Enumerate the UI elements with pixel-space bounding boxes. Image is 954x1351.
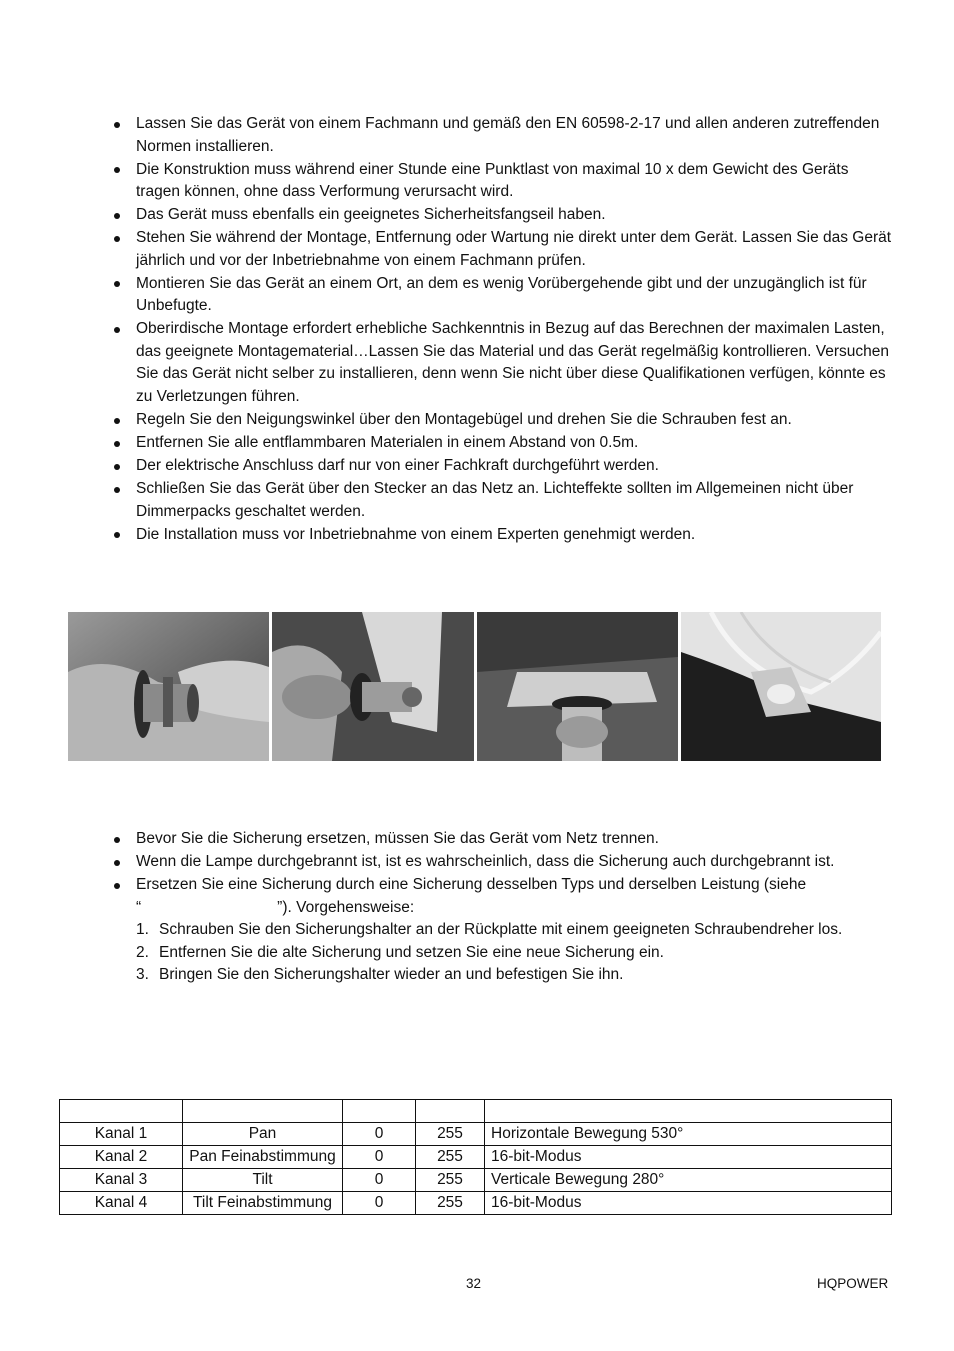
table-cell: Kanal 4 [60, 1192, 183, 1215]
bullet-icon [114, 883, 120, 889]
list-item: Entfernen Sie alle entflammbaren Materialen in einem Abstand von 0.5m. [112, 432, 892, 455]
brand-name: HQPOWER [817, 1276, 889, 1291]
photo-fastened-clip [681, 612, 881, 761]
list-item: Die Installation muss vor Inbetriebnahme von einem Experten genehmigt werden. [112, 524, 892, 547]
bullet-icon [114, 837, 120, 843]
bullet-icon [114, 532, 120, 538]
list-item: Wenn die Lampe durchgebrannt ist, ist es wahrscheinlich, dass die Sicherung auch durchgebrannt ist. [112, 851, 892, 874]
photo-bracket-mounted [477, 612, 678, 761]
list-item: Ersetzen Sie eine Sicherung durch eine Sicherung desselben Typs und derselben Leistung (siehe “ ”). Vorgehensweise: [112, 874, 892, 919]
bullet-icon [114, 860, 120, 866]
bullet-icon [114, 327, 120, 333]
list-item: Das Gerät muss ebenfalls ein geeignetes Sicherheitsfangseil haben. [112, 204, 892, 227]
list-item: Der elektrische Anschluss darf nur von einer Fachkraft durchgeführt werden. [112, 455, 892, 478]
photo-bolt-in-bracket [272, 612, 474, 761]
table-cell: 255 [416, 1169, 485, 1192]
list-item: Regeln Sie den Neigungswinkel über den Montagebügel und drehen Sie die Schrauben fest an. [112, 409, 892, 432]
table-cell [343, 1100, 416, 1123]
page-number: 32 [466, 1276, 482, 1291]
table-row [60, 1169, 892, 1192]
table-cell: 16-bit-Modus [485, 1146, 892, 1169]
table-cell [485, 1100, 892, 1123]
table-cell: Pan Feinabstimmung [183, 1146, 343, 1169]
table-cell [60, 1100, 183, 1123]
table-row [60, 1192, 892, 1215]
table-cell [183, 1100, 343, 1123]
bullet-icon [114, 213, 120, 219]
bullet-icon [114, 487, 120, 493]
table-cell: Verticale Bewegung 280° [485, 1169, 892, 1192]
bullet-icon [114, 236, 120, 242]
photo-hand-holding-bolt [68, 612, 269, 761]
list-item: Stehen Sie während der Montage, Entfernung oder Wartung nie direkt unter dem Gerät. Lassen Sie das Gerät jährlich und vor der Inbetriebnahme von einem Fachmann prüfen. [112, 227, 892, 272]
dmx-channel-table [59, 1099, 892, 1215]
table-cell: 0 [343, 1169, 416, 1192]
list-item: Montieren Sie das Gerät an einem Ort, an dem es wenig Vorübergehende gibt und der unzugänglich ist für Unbefugte. [112, 273, 892, 318]
table-cell: 0 [343, 1146, 416, 1169]
bullet-icon [114, 418, 120, 424]
bullet-icon [114, 281, 120, 287]
list-item: Bevor Sie die Sicherung ersetzen, müssen Sie das Gerät vom Netz trennen. [112, 828, 892, 851]
bullet-icon [114, 464, 120, 470]
mounting-photo-strip [68, 612, 881, 761]
list-item: 2. Entfernen Sie die alte Sicherung und setzen Sie eine neue Sicherung ein. [136, 943, 664, 961]
table-row [60, 1146, 892, 1169]
table-cell: Tilt Feinabstimmung [183, 1192, 343, 1215]
list-item: Oberirdische Montage erfordert erhebliche Sachkenntnis in Bezug auf das Berechnen der maximalen Lasten, das geeignete Montagematerial…Lassen Sie das Material und das Gerät regelmäßig kontrollieren. Versuchen Sie das Gerät nicht selber zu installieren, denn wenn Sie nicht über diese Qualifikationen verfügen, könnte es zu Verletzungen führen. [112, 318, 892, 408]
table-cell: 255 [416, 1146, 485, 1169]
fuse-steps-list [136, 919, 896, 987]
table-cell: 255 [416, 1123, 485, 1146]
table-cell [416, 1100, 485, 1123]
table-cell: Kanal 2 [60, 1146, 183, 1169]
bullet-icon [114, 122, 120, 128]
table-cell: Pan [183, 1123, 343, 1146]
table-cell: Tilt [183, 1169, 343, 1192]
table-cell: 0 [343, 1123, 416, 1146]
fuse-bullet-list [112, 828, 892, 920]
table-cell: 16-bit-Modus [485, 1192, 892, 1215]
table-cell: Kanal 1 [60, 1123, 183, 1146]
table-row [60, 1123, 892, 1146]
list-item: 3. Bringen Sie den Sicherungshalter wieder an und befestigen Sie ihn. [136, 966, 624, 983]
table-cell: Kanal 3 [60, 1169, 183, 1192]
table-cell: 255 [416, 1192, 485, 1215]
installation-bullet-list [112, 113, 892, 547]
bullet-icon [114, 167, 120, 173]
table-cell: 0 [343, 1192, 416, 1215]
table-header-row [60, 1100, 892, 1123]
list-item: Schließen Sie das Gerät über den Stecker an das Netz an. Lichteffekte sollten im Allgemeinen nicht über Dimmerpacks geschaltet werden. [112, 478, 892, 523]
list-item: Lassen Sie das Gerät von einem Fachmann und gemäß den EN 60598-2-17 und allen anderen zutreffenden Normen installieren. [112, 113, 892, 158]
table-cell: Horizontale Bewegung 530° [485, 1123, 892, 1146]
list-item: Die Konstruktion muss während einer Stunde eine Punktlast von maximal 10 x dem Gewicht des Geräts tragen können, ohne dass Verformung verursacht wird. [112, 159, 892, 204]
bullet-icon [114, 441, 120, 447]
list-item: 1. Schrauben Sie den Sicherungshalter an der Rückplatte mit einem geeigneten Schraubendreher los. [136, 921, 843, 938]
